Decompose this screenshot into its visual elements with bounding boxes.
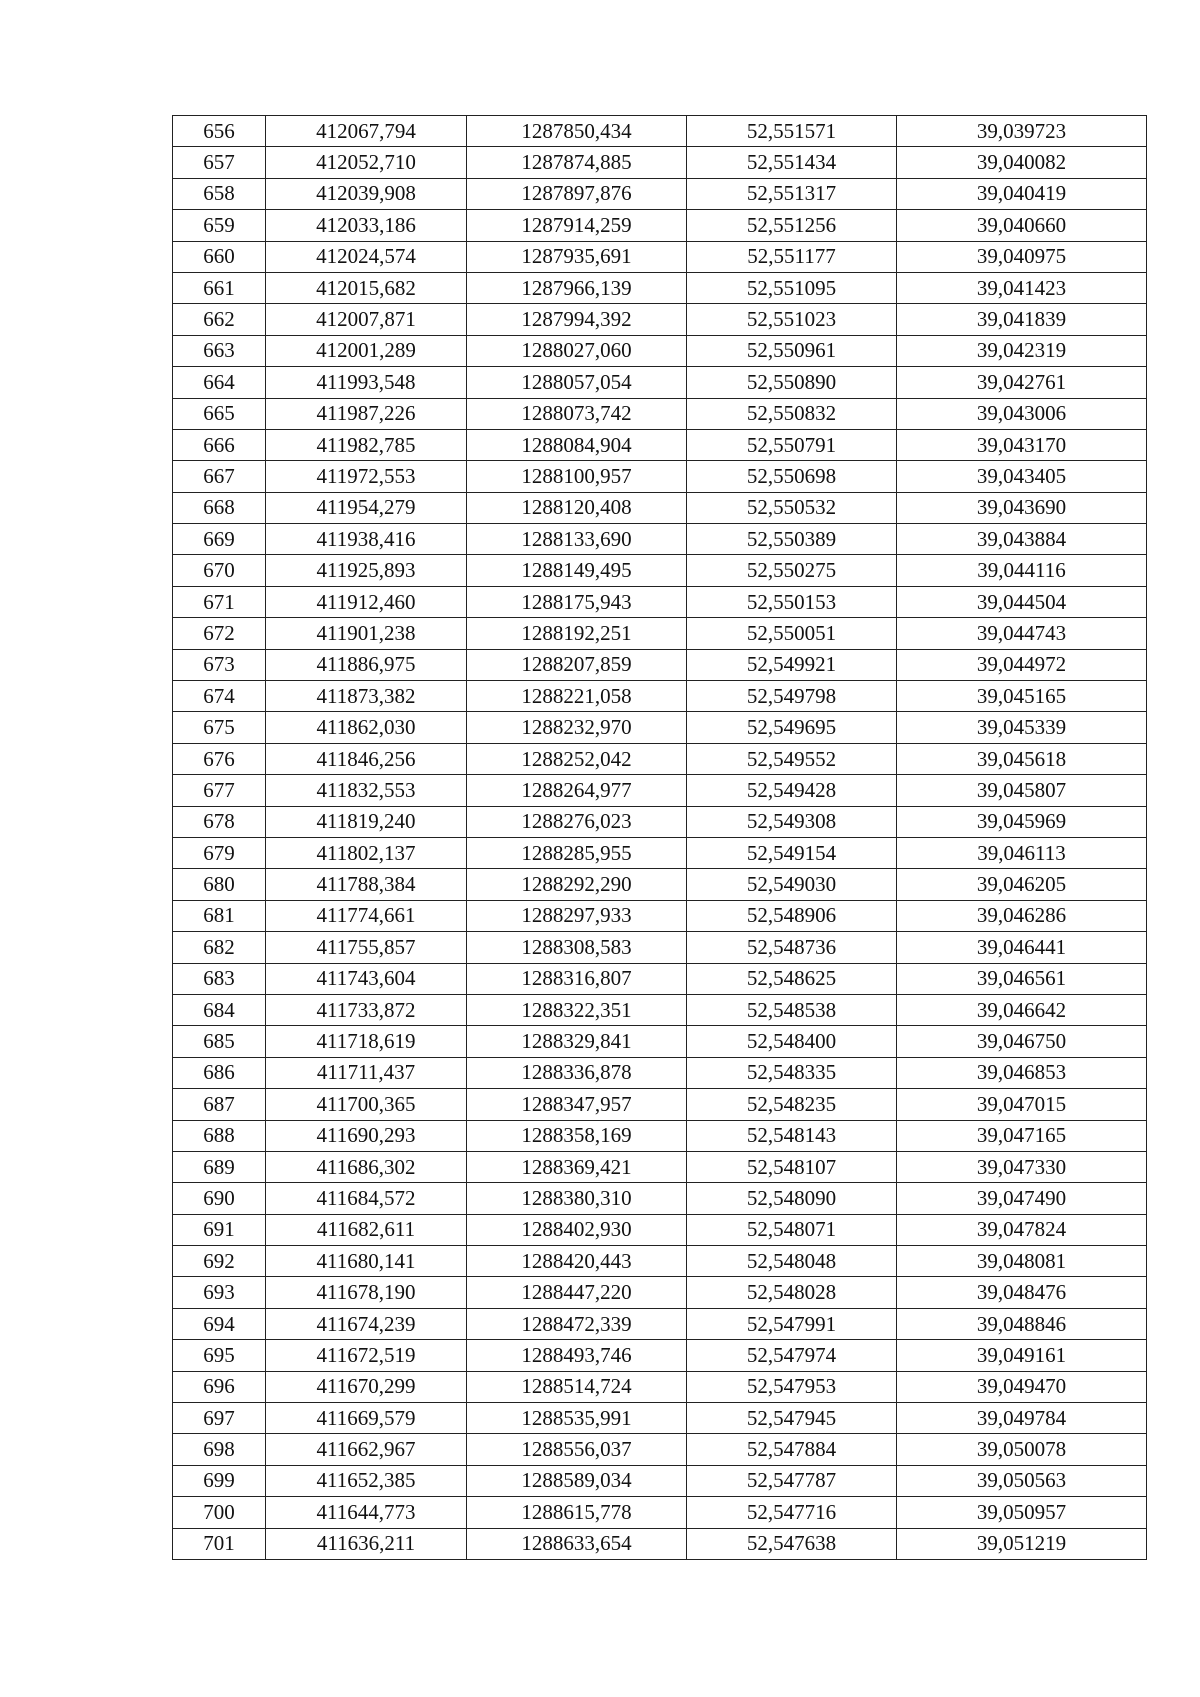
x-coordinate-cell: 411972,553 <box>266 461 467 492</box>
point-number-cell: 694 <box>173 1308 266 1339</box>
y-coordinate-cell: 1288120,408 <box>467 492 687 523</box>
y-coordinate-cell: 1288149,495 <box>467 555 687 586</box>
x-coordinate-cell: 411684,572 <box>266 1183 467 1214</box>
table-row <box>173 1434 1147 1465</box>
y-coordinate-cell: 1288535,991 <box>467 1403 687 1434</box>
x-coordinate-cell: 411674,239 <box>266 1308 467 1339</box>
y-coordinate-cell: 1288420,443 <box>467 1246 687 1277</box>
latitude-cell: 52,549552 <box>687 743 897 774</box>
longitude-cell: 39,049161 <box>897 1340 1147 1371</box>
x-coordinate-cell: 411711,437 <box>266 1057 467 1088</box>
x-coordinate-cell: 412015,682 <box>266 272 467 303</box>
x-coordinate-cell: 411774,661 <box>266 900 467 931</box>
point-number-cell: 686 <box>173 1057 266 1088</box>
table-row <box>173 712 1147 743</box>
longitude-cell: 39,046750 <box>897 1026 1147 1057</box>
latitude-cell: 52,548335 <box>687 1057 897 1088</box>
point-number-cell: 699 <box>173 1465 266 1496</box>
table-row <box>173 241 1147 272</box>
point-number-cell: 676 <box>173 743 266 774</box>
y-coordinate-cell: 1288308,583 <box>467 932 687 963</box>
table-row <box>173 429 1147 460</box>
longitude-cell: 39,046853 <box>897 1057 1147 1088</box>
longitude-cell: 39,048081 <box>897 1246 1147 1277</box>
table-row <box>173 1089 1147 1120</box>
latitude-cell: 52,547953 <box>687 1371 897 1402</box>
y-coordinate-cell: 1288329,841 <box>467 1026 687 1057</box>
point-number-cell: 677 <box>173 775 266 806</box>
longitude-cell: 39,046642 <box>897 994 1147 1025</box>
point-number-cell: 664 <box>173 367 266 398</box>
y-coordinate-cell: 1288100,957 <box>467 461 687 492</box>
table-row <box>173 1403 1147 1434</box>
latitude-cell: 52,548235 <box>687 1089 897 1120</box>
x-coordinate-cell: 411832,553 <box>266 775 467 806</box>
y-coordinate-cell: 1288297,933 <box>467 900 687 931</box>
longitude-cell: 39,044116 <box>897 555 1147 586</box>
table-row <box>173 304 1147 335</box>
table-row <box>173 837 1147 868</box>
table-row <box>173 116 1147 147</box>
point-number-cell: 690 <box>173 1183 266 1214</box>
y-coordinate-cell: 1288369,421 <box>467 1151 687 1182</box>
y-coordinate-cell: 1288292,290 <box>467 869 687 900</box>
y-coordinate-cell: 1288285,955 <box>467 837 687 868</box>
longitude-cell: 39,043884 <box>897 524 1147 555</box>
table-row <box>173 1214 1147 1245</box>
longitude-cell: 39,040975 <box>897 241 1147 272</box>
y-coordinate-cell: 1288358,169 <box>467 1120 687 1151</box>
latitude-cell: 52,548400 <box>687 1026 897 1057</box>
table-row <box>173 869 1147 900</box>
y-coordinate-cell: 1288316,807 <box>467 963 687 994</box>
x-coordinate-cell: 411982,785 <box>266 429 467 460</box>
point-number-cell: 693 <box>173 1277 266 1308</box>
longitude-cell: 39,045165 <box>897 681 1147 712</box>
table-row <box>173 555 1147 586</box>
latitude-cell: 52,548143 <box>687 1120 897 1151</box>
coordinates-table <box>172 115 1147 1560</box>
table-row <box>173 932 1147 963</box>
latitude-cell: 52,551095 <box>687 272 897 303</box>
x-coordinate-cell: 411954,279 <box>266 492 467 523</box>
point-number-cell: 698 <box>173 1434 266 1465</box>
point-number-cell: 689 <box>173 1151 266 1182</box>
latitude-cell: 52,550791 <box>687 429 897 460</box>
y-coordinate-cell: 1288027,060 <box>467 335 687 366</box>
x-coordinate-cell: 411669,579 <box>266 1403 467 1434</box>
y-coordinate-cell: 1288633,654 <box>467 1528 687 1559</box>
longitude-cell: 39,050563 <box>897 1465 1147 1496</box>
y-coordinate-cell: 1288447,220 <box>467 1277 687 1308</box>
table-row <box>173 743 1147 774</box>
longitude-cell: 39,051219 <box>897 1528 1147 1559</box>
point-number-cell: 684 <box>173 994 266 1025</box>
point-number-cell: 661 <box>173 272 266 303</box>
point-number-cell: 656 <box>173 116 266 147</box>
longitude-cell: 39,047824 <box>897 1214 1147 1245</box>
x-coordinate-cell: 411755,857 <box>266 932 467 963</box>
point-number-cell: 663 <box>173 335 266 366</box>
point-number-cell: 683 <box>173 963 266 994</box>
latitude-cell: 52,547787 <box>687 1465 897 1496</box>
latitude-cell: 52,551177 <box>687 241 897 272</box>
x-coordinate-cell: 411846,256 <box>266 743 467 774</box>
point-number-cell: 671 <box>173 586 266 617</box>
point-number-cell: 660 <box>173 241 266 272</box>
x-coordinate-cell: 411788,384 <box>266 869 467 900</box>
table-row <box>173 178 1147 209</box>
point-number-cell: 678 <box>173 806 266 837</box>
x-coordinate-cell: 411690,293 <box>266 1120 467 1151</box>
coordinates-table-body <box>173 116 1147 1560</box>
point-number-cell: 673 <box>173 649 266 680</box>
longitude-cell: 39,043405 <box>897 461 1147 492</box>
y-coordinate-cell: 1288192,251 <box>467 618 687 649</box>
latitude-cell: 52,551317 <box>687 178 897 209</box>
x-coordinate-cell: 412033,186 <box>266 210 467 241</box>
latitude-cell: 52,549798 <box>687 681 897 712</box>
table-row <box>173 963 1147 994</box>
point-number-cell: 687 <box>173 1089 266 1120</box>
y-coordinate-cell: 1287897,876 <box>467 178 687 209</box>
x-coordinate-cell: 411901,238 <box>266 618 467 649</box>
y-coordinate-cell: 1288276,023 <box>467 806 687 837</box>
x-coordinate-cell: 412001,289 <box>266 335 467 366</box>
x-coordinate-cell: 411636,211 <box>266 1528 467 1559</box>
longitude-cell: 39,046113 <box>897 837 1147 868</box>
x-coordinate-cell: 412067,794 <box>266 116 467 147</box>
y-coordinate-cell: 1288347,957 <box>467 1089 687 1120</box>
x-coordinate-cell: 411733,872 <box>266 994 467 1025</box>
table-row <box>173 1340 1147 1371</box>
point-number-cell: 700 <box>173 1497 266 1528</box>
longitude-cell: 39,046205 <box>897 869 1147 900</box>
point-number-cell: 697 <box>173 1403 266 1434</box>
y-coordinate-cell: 1288084,904 <box>467 429 687 460</box>
table-row <box>173 1151 1147 1182</box>
latitude-cell: 52,550051 <box>687 618 897 649</box>
latitude-cell: 52,549154 <box>687 837 897 868</box>
x-coordinate-cell: 411670,299 <box>266 1371 467 1402</box>
latitude-cell: 52,549921 <box>687 649 897 680</box>
x-coordinate-cell: 411993,548 <box>266 367 467 398</box>
latitude-cell: 52,547945 <box>687 1403 897 1434</box>
longitude-cell: 39,050957 <box>897 1497 1147 1528</box>
table-row <box>173 492 1147 523</box>
longitude-cell: 39,044504 <box>897 586 1147 617</box>
point-number-cell: 680 <box>173 869 266 900</box>
table-row <box>173 1277 1147 1308</box>
table-row <box>173 367 1147 398</box>
table-row <box>173 1246 1147 1277</box>
longitude-cell: 39,042761 <box>897 367 1147 398</box>
table-row <box>173 1465 1147 1496</box>
table-row <box>173 1497 1147 1528</box>
y-coordinate-cell: 1288493,746 <box>467 1340 687 1371</box>
table-row <box>173 147 1147 178</box>
x-coordinate-cell: 411678,190 <box>266 1277 467 1308</box>
longitude-cell: 39,044972 <box>897 649 1147 680</box>
latitude-cell: 52,548090 <box>687 1183 897 1214</box>
x-coordinate-cell: 411700,365 <box>266 1089 467 1120</box>
longitude-cell: 39,045618 <box>897 743 1147 774</box>
latitude-cell: 52,548538 <box>687 994 897 1025</box>
table-row <box>173 461 1147 492</box>
latitude-cell: 52,551023 <box>687 304 897 335</box>
x-coordinate-cell: 411873,382 <box>266 681 467 712</box>
point-number-cell: 669 <box>173 524 266 555</box>
y-coordinate-cell: 1288252,042 <box>467 743 687 774</box>
point-number-cell: 675 <box>173 712 266 743</box>
latitude-cell: 52,550832 <box>687 398 897 429</box>
latitude-cell: 52,550532 <box>687 492 897 523</box>
point-number-cell: 682 <box>173 932 266 963</box>
point-number-cell: 662 <box>173 304 266 335</box>
longitude-cell: 39,044743 <box>897 618 1147 649</box>
point-number-cell: 670 <box>173 555 266 586</box>
table-row <box>173 524 1147 555</box>
point-number-cell: 657 <box>173 147 266 178</box>
y-coordinate-cell: 1288380,310 <box>467 1183 687 1214</box>
table-row <box>173 806 1147 837</box>
x-coordinate-cell: 411862,030 <box>266 712 467 743</box>
y-coordinate-cell: 1288556,037 <box>467 1434 687 1465</box>
table-row <box>173 1057 1147 1088</box>
longitude-cell: 39,046561 <box>897 963 1147 994</box>
x-coordinate-cell: 411718,619 <box>266 1026 467 1057</box>
y-coordinate-cell: 1288514,724 <box>467 1371 687 1402</box>
y-coordinate-cell: 1288402,930 <box>467 1214 687 1245</box>
longitude-cell: 39,042319 <box>897 335 1147 366</box>
latitude-cell: 52,551571 <box>687 116 897 147</box>
y-coordinate-cell: 1287850,434 <box>467 116 687 147</box>
latitude-cell: 52,547884 <box>687 1434 897 1465</box>
y-coordinate-cell: 1288221,058 <box>467 681 687 712</box>
point-number-cell: 672 <box>173 618 266 649</box>
table-row <box>173 1026 1147 1057</box>
latitude-cell: 52,551256 <box>687 210 897 241</box>
longitude-cell: 39,047490 <box>897 1183 1147 1214</box>
point-number-cell: 701 <box>173 1528 266 1559</box>
latitude-cell: 52,547991 <box>687 1308 897 1339</box>
longitude-cell: 39,048476 <box>897 1277 1147 1308</box>
x-coordinate-cell: 411912,460 <box>266 586 467 617</box>
y-coordinate-cell: 1287874,885 <box>467 147 687 178</box>
point-number-cell: 668 <box>173 492 266 523</box>
latitude-cell: 52,550698 <box>687 461 897 492</box>
point-number-cell: 658 <box>173 178 266 209</box>
y-coordinate-cell: 1288264,977 <box>467 775 687 806</box>
x-coordinate-cell: 412052,710 <box>266 147 467 178</box>
point-number-cell: 666 <box>173 429 266 460</box>
latitude-cell: 52,547974 <box>687 1340 897 1371</box>
x-coordinate-cell: 411938,416 <box>266 524 467 555</box>
point-number-cell: 681 <box>173 900 266 931</box>
x-coordinate-cell: 411682,611 <box>266 1214 467 1245</box>
latitude-cell: 52,548625 <box>687 963 897 994</box>
longitude-cell: 39,045339 <box>897 712 1147 743</box>
point-number-cell: 659 <box>173 210 266 241</box>
x-coordinate-cell: 412007,871 <box>266 304 467 335</box>
latitude-cell: 52,548048 <box>687 1246 897 1277</box>
x-coordinate-cell: 411743,604 <box>266 963 467 994</box>
x-coordinate-cell: 411886,975 <box>266 649 467 680</box>
x-coordinate-cell: 412039,908 <box>266 178 467 209</box>
table-row <box>173 681 1147 712</box>
latitude-cell: 52,549428 <box>687 775 897 806</box>
latitude-cell: 52,548028 <box>687 1277 897 1308</box>
table-row <box>173 586 1147 617</box>
longitude-cell: 39,043006 <box>897 398 1147 429</box>
latitude-cell: 52,549308 <box>687 806 897 837</box>
table-row <box>173 272 1147 303</box>
latitude-cell: 52,551434 <box>687 147 897 178</box>
y-coordinate-cell: 1288589,034 <box>467 1465 687 1496</box>
y-coordinate-cell: 1288207,859 <box>467 649 687 680</box>
point-number-cell: 691 <box>173 1214 266 1245</box>
longitude-cell: 39,047330 <box>897 1151 1147 1182</box>
x-coordinate-cell: 411925,893 <box>266 555 467 586</box>
point-number-cell: 692 <box>173 1246 266 1277</box>
table-row <box>173 900 1147 931</box>
longitude-cell: 39,043690 <box>897 492 1147 523</box>
x-coordinate-cell: 411672,519 <box>266 1340 467 1371</box>
point-number-cell: 696 <box>173 1371 266 1402</box>
latitude-cell: 52,548736 <box>687 932 897 963</box>
y-coordinate-cell: 1288073,742 <box>467 398 687 429</box>
point-number-cell: 674 <box>173 681 266 712</box>
y-coordinate-cell: 1287994,392 <box>467 304 687 335</box>
table-row <box>173 618 1147 649</box>
point-number-cell: 679 <box>173 837 266 868</box>
x-coordinate-cell: 411802,137 <box>266 837 467 868</box>
longitude-cell: 39,048846 <box>897 1308 1147 1339</box>
point-number-cell: 688 <box>173 1120 266 1151</box>
y-coordinate-cell: 1287966,139 <box>467 272 687 303</box>
longitude-cell: 39,041423 <box>897 272 1147 303</box>
table-row <box>173 649 1147 680</box>
y-coordinate-cell: 1288057,054 <box>467 367 687 398</box>
latitude-cell: 52,549030 <box>687 869 897 900</box>
latitude-cell: 52,547638 <box>687 1528 897 1559</box>
latitude-cell: 52,548906 <box>687 900 897 931</box>
y-coordinate-cell: 1287914,259 <box>467 210 687 241</box>
longitude-cell: 39,045807 <box>897 775 1147 806</box>
longitude-cell: 39,046441 <box>897 932 1147 963</box>
longitude-cell: 39,040660 <box>897 210 1147 241</box>
latitude-cell: 52,548107 <box>687 1151 897 1182</box>
table-row <box>173 1528 1147 1559</box>
latitude-cell: 52,550890 <box>687 367 897 398</box>
longitude-cell: 39,041839 <box>897 304 1147 335</box>
longitude-cell: 39,047165 <box>897 1120 1147 1151</box>
longitude-cell: 39,045969 <box>897 806 1147 837</box>
y-coordinate-cell: 1288175,943 <box>467 586 687 617</box>
y-coordinate-cell: 1288472,339 <box>467 1308 687 1339</box>
table-row <box>173 1371 1147 1402</box>
y-coordinate-cell: 1288615,778 <box>467 1497 687 1528</box>
point-number-cell: 685 <box>173 1026 266 1057</box>
x-coordinate-cell: 411819,240 <box>266 806 467 837</box>
point-number-cell: 665 <box>173 398 266 429</box>
x-coordinate-cell: 411686,302 <box>266 1151 467 1182</box>
latitude-cell: 52,549695 <box>687 712 897 743</box>
longitude-cell: 39,049784 <box>897 1403 1147 1434</box>
table-row <box>173 1183 1147 1214</box>
table-row <box>173 775 1147 806</box>
table-row <box>173 210 1147 241</box>
x-coordinate-cell: 411680,141 <box>266 1246 467 1277</box>
y-coordinate-cell: 1287935,691 <box>467 241 687 272</box>
point-number-cell: 667 <box>173 461 266 492</box>
x-coordinate-cell: 411652,385 <box>266 1465 467 1496</box>
y-coordinate-cell: 1288133,690 <box>467 524 687 555</box>
table-row <box>173 1308 1147 1339</box>
latitude-cell: 52,550275 <box>687 555 897 586</box>
latitude-cell: 52,550389 <box>687 524 897 555</box>
x-coordinate-cell: 411987,226 <box>266 398 467 429</box>
y-coordinate-cell: 1288322,351 <box>467 994 687 1025</box>
longitude-cell: 39,047015 <box>897 1089 1147 1120</box>
longitude-cell: 39,049470 <box>897 1371 1147 1402</box>
table-row <box>173 398 1147 429</box>
longitude-cell: 39,050078 <box>897 1434 1147 1465</box>
latitude-cell: 52,550153 <box>687 586 897 617</box>
y-coordinate-cell: 1288232,970 <box>467 712 687 743</box>
x-coordinate-cell: 412024,574 <box>266 241 467 272</box>
point-number-cell: 695 <box>173 1340 266 1371</box>
table-row <box>173 1120 1147 1151</box>
latitude-cell: 52,548071 <box>687 1214 897 1245</box>
longitude-cell: 39,040419 <box>897 178 1147 209</box>
latitude-cell: 52,547716 <box>687 1497 897 1528</box>
longitude-cell: 39,043170 <box>897 429 1147 460</box>
table-row <box>173 994 1147 1025</box>
longitude-cell: 39,039723 <box>897 116 1147 147</box>
table-row <box>173 335 1147 366</box>
x-coordinate-cell: 411644,773 <box>266 1497 467 1528</box>
x-coordinate-cell: 411662,967 <box>266 1434 467 1465</box>
longitude-cell: 39,040082 <box>897 147 1147 178</box>
latitude-cell: 52,550961 <box>687 335 897 366</box>
y-coordinate-cell: 1288336,878 <box>467 1057 687 1088</box>
longitude-cell: 39,046286 <box>897 900 1147 931</box>
